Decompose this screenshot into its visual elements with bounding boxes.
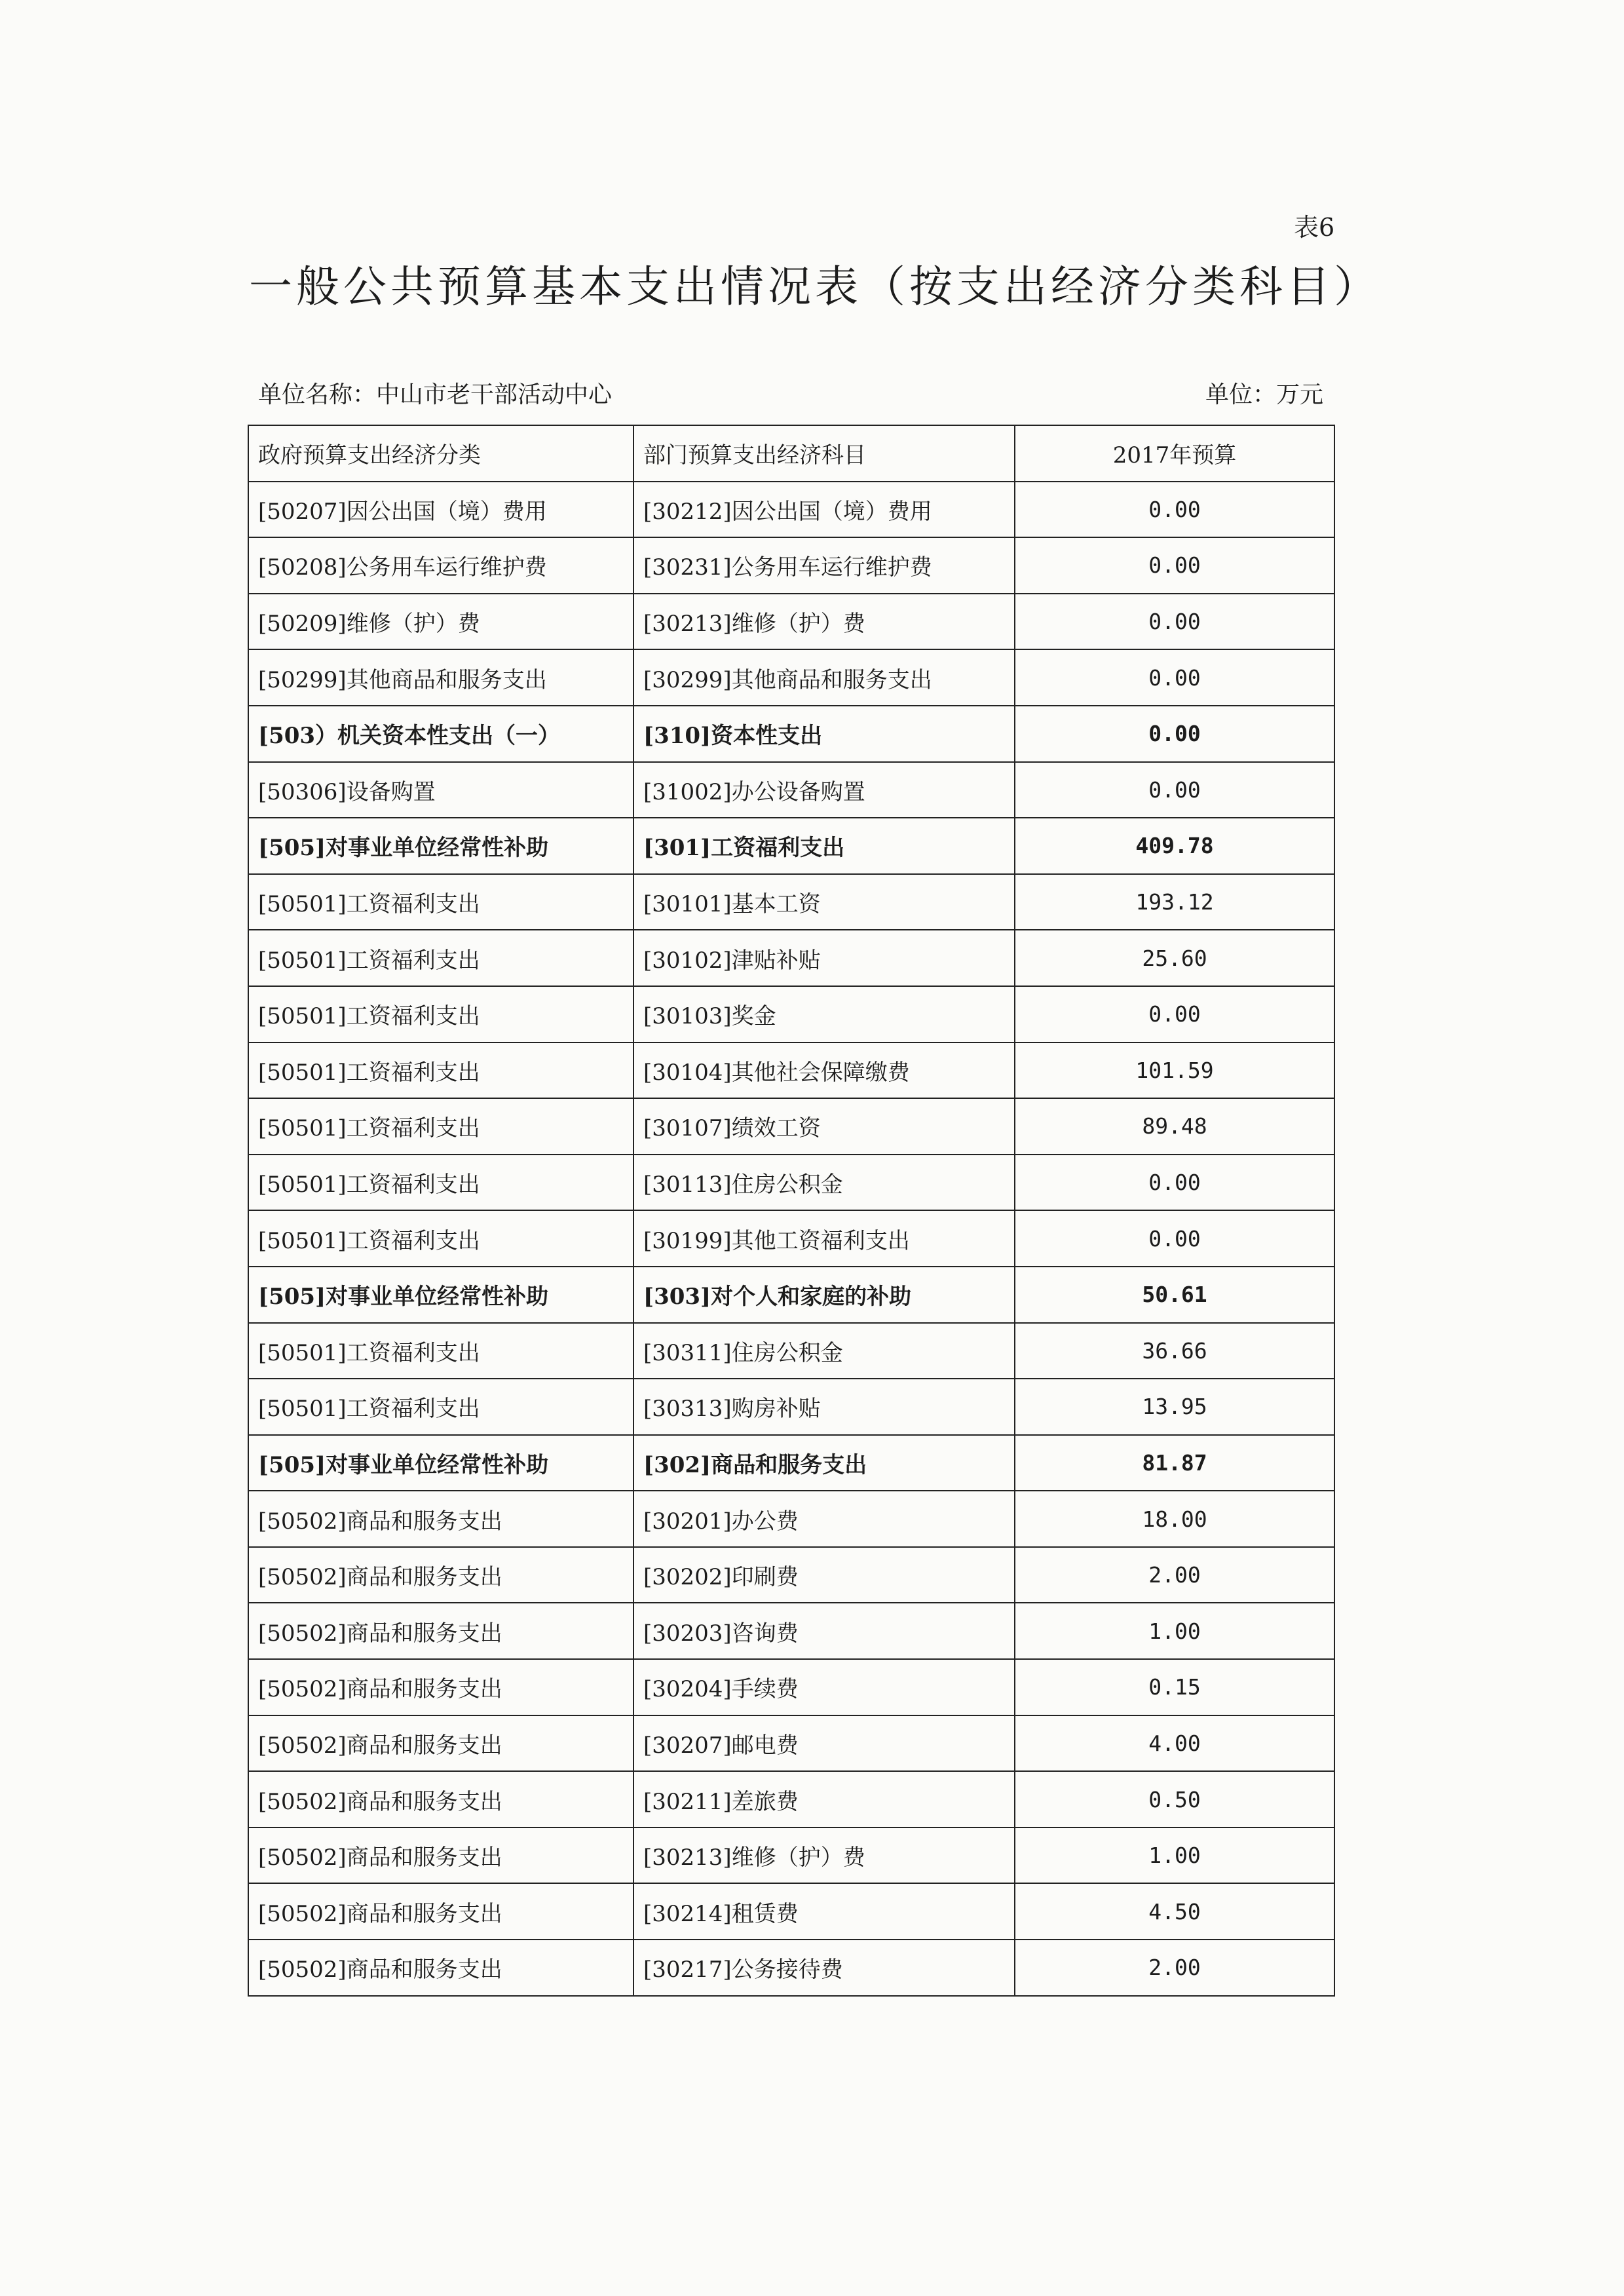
dept-subject-cell: [30313]购房补贴 xyxy=(633,1379,1015,1435)
budget-amount-cell: 81.87 xyxy=(1015,1435,1334,1491)
table-number: 表6 xyxy=(1294,213,1335,242)
gov-category-cell: [50207]因公出国（境）费用 xyxy=(248,482,633,538)
gov-category-cell: [50501]工资福利支出 xyxy=(248,1379,633,1435)
budget-amount-cell: 2.00 xyxy=(1015,1940,1334,1996)
table-row xyxy=(248,986,1334,1043)
dept-subject-cell: [30201]办公费 xyxy=(633,1491,1015,1547)
gov-category-cell: [50501]工资福利支出 xyxy=(248,986,633,1043)
budget-amount-cell: 4.00 xyxy=(1015,1715,1334,1772)
unit-name-label: 单位名称：中山市老干部活动中心 xyxy=(258,381,613,408)
budget-amount-cell: 1.00 xyxy=(1015,1827,1334,1884)
budget-amount-cell: 13.95 xyxy=(1015,1379,1334,1435)
dept-subject-cell: [30103]奖金 xyxy=(633,986,1015,1043)
gov-category-cell: [50501]工资福利支出 xyxy=(248,1210,633,1267)
table-row xyxy=(248,818,1334,874)
gov-category-cell: [50502]商品和服务支出 xyxy=(248,1659,633,1715)
budget-amount-cell: 50.61 xyxy=(1015,1267,1334,1323)
gov-category-cell: [50299]其他商品和服务支出 xyxy=(248,649,633,706)
budget-amount-cell: 0.00 xyxy=(1015,537,1334,594)
budget-amount-cell: 0.00 xyxy=(1015,1155,1334,1211)
table-row xyxy=(248,1603,1334,1659)
gov-category-cell: [50502]商品和服务支出 xyxy=(248,1715,633,1772)
dept-subject-cell: [302]商品和服务支出 xyxy=(633,1435,1015,1491)
budget-amount-cell: 0.00 xyxy=(1015,594,1334,650)
budget-amount-cell: 2.00 xyxy=(1015,1547,1334,1603)
table-row xyxy=(248,1379,1334,1435)
gov-category-cell: [50502]商品和服务支出 xyxy=(248,1603,633,1659)
gov-category-cell: [503）机关资本性支出（一） xyxy=(248,706,633,762)
table-row xyxy=(248,1940,1334,1996)
gov-category-cell: [50502]商品和服务支出 xyxy=(248,1883,633,1940)
dept-subject-cell: [310]资本性支出 xyxy=(633,706,1015,762)
table-row xyxy=(248,1547,1334,1603)
gov-category-cell: [505]对事业单位经常性补助 xyxy=(248,1435,633,1491)
dept-subject-cell: [30213]维修（护）费 xyxy=(633,1827,1015,1884)
table-row xyxy=(248,874,1334,930)
table-row xyxy=(248,1043,1334,1099)
dept-subject-cell: [30101]基本工资 xyxy=(633,874,1015,930)
table-row xyxy=(248,1098,1334,1155)
dept-subject-cell: [31002]办公设备购置 xyxy=(633,762,1015,818)
budget-amount-cell: 193.12 xyxy=(1015,874,1334,930)
budget-amount-cell: 0.00 xyxy=(1015,482,1334,538)
budget-amount-cell: 36.66 xyxy=(1015,1323,1334,1379)
table-row xyxy=(248,1659,1334,1715)
table-row xyxy=(248,1715,1334,1772)
dept-subject-cell: [30213]维修（护）费 xyxy=(633,594,1015,650)
dept-subject-cell: [30204]手续费 xyxy=(633,1659,1015,1715)
table-row xyxy=(248,1267,1334,1323)
budget-amount-cell: 4.50 xyxy=(1015,1883,1334,1940)
gov-category-cell: [50502]商品和服务支出 xyxy=(248,1827,633,1884)
gov-category-cell: [50501]工资福利支出 xyxy=(248,1155,633,1211)
budget-amount-cell: 0.00 xyxy=(1015,649,1334,706)
gov-category-cell: [505]对事业单位经常性补助 xyxy=(248,818,633,874)
dept-subject-cell: [30299]其他商品和服务支出 xyxy=(633,649,1015,706)
table-row xyxy=(248,1435,1334,1491)
gov-category-cell: [50501]工资福利支出 xyxy=(248,1098,633,1155)
gov-category-cell: [50501]工资福利支出 xyxy=(248,930,633,986)
dept-subject-cell: [30107]绩效工资 xyxy=(633,1098,1015,1155)
dept-subject-cell: [30207]邮电费 xyxy=(633,1715,1015,1772)
table-row xyxy=(248,482,1334,538)
dept-subject-cell: [30104]其他社会保障缴费 xyxy=(633,1043,1015,1099)
dept-subject-cell: [30203]咨询费 xyxy=(633,1603,1015,1659)
dept-subject-cell: [30212]因公出国（境）费用 xyxy=(633,482,1015,538)
budget-amount-cell: 25.60 xyxy=(1015,930,1334,986)
gov-category-cell: [50501]工资福利支出 xyxy=(248,1323,633,1379)
gov-category-cell: [50209]维修（护）费 xyxy=(248,594,633,650)
gov-category-cell: [50502]商品和服务支出 xyxy=(248,1491,633,1547)
dept-subject-cell: [30231]公务用车运行维护费 xyxy=(633,537,1015,594)
budget-amount-cell: 0.15 xyxy=(1015,1659,1334,1715)
dept-subject-cell: [30102]津贴补贴 xyxy=(633,930,1015,986)
header-budget-2017: 2017年预算 xyxy=(1015,425,1334,482)
table-row xyxy=(248,930,1334,986)
dept-subject-cell: [30214]租赁费 xyxy=(633,1883,1015,1940)
budget-amount-cell: 89.48 xyxy=(1015,1098,1334,1155)
gov-category-cell: [50208]公务用车运行维护费 xyxy=(248,537,633,594)
gov-category-cell: [50502]商品和服务支出 xyxy=(248,1940,633,1996)
table-row xyxy=(248,1883,1334,1940)
budget-amount-cell: 18.00 xyxy=(1015,1491,1334,1547)
dept-subject-cell: [301]工资福利支出 xyxy=(633,818,1015,874)
table-row xyxy=(248,594,1334,650)
table-row xyxy=(248,706,1334,762)
budget-amount-cell: 101.59 xyxy=(1015,1043,1334,1099)
budget-amount-cell: 409.78 xyxy=(1015,818,1334,874)
currency-unit-label: 单位：万元 xyxy=(1205,381,1324,408)
table-row xyxy=(248,649,1334,706)
budget-amount-cell: 0.00 xyxy=(1015,762,1334,818)
budget-amount-cell: 0.00 xyxy=(1015,1210,1334,1267)
budget-amount-cell: 0.50 xyxy=(1015,1771,1334,1827)
budget-table-body xyxy=(248,425,1334,1996)
table-row xyxy=(248,1827,1334,1884)
gov-category-cell: [50502]商品和服务支出 xyxy=(248,1547,633,1603)
table-row xyxy=(248,1155,1334,1211)
table-row xyxy=(248,762,1334,818)
dept-subject-cell: [30199]其他工资福利支出 xyxy=(633,1210,1015,1267)
table-row xyxy=(248,1771,1334,1827)
header-gov-category: 政府预算支出经济分类 xyxy=(248,425,633,482)
budget-amount-cell: 0.00 xyxy=(1015,706,1334,762)
header-dept-subject: 部门预算支出经济科目 xyxy=(633,425,1015,482)
table-row xyxy=(248,537,1334,594)
budget-table xyxy=(248,425,1335,1997)
dept-subject-cell: [30211]差旅费 xyxy=(633,1771,1015,1827)
gov-category-cell: [505]对事业单位经常性补助 xyxy=(248,1267,633,1323)
gov-category-cell: [50306]设备购置 xyxy=(248,762,633,818)
gov-category-cell: [50501]工资福利支出 xyxy=(248,1043,633,1099)
dept-subject-cell: [303]对个人和家庭的补助 xyxy=(633,1267,1015,1323)
gov-category-cell: [50502]商品和服务支出 xyxy=(248,1771,633,1827)
dept-subject-cell: [30202]印刷费 xyxy=(633,1547,1015,1603)
dept-subject-cell: [30217]公务接待费 xyxy=(633,1940,1015,1996)
gov-category-cell: [50501]工资福利支出 xyxy=(248,874,633,930)
dept-subject-cell: [30113]住房公积金 xyxy=(633,1155,1015,1211)
budget-amount-cell: 0.00 xyxy=(1015,986,1334,1043)
table-row xyxy=(248,1323,1334,1379)
table-row xyxy=(248,1491,1334,1547)
table-row xyxy=(248,1210,1334,1267)
dept-subject-cell: [30311]住房公积金 xyxy=(633,1323,1015,1379)
table-header-row xyxy=(248,425,1334,482)
page-title: 一般公共预算基本支出情况表（按支出经济分类科目） xyxy=(249,261,1381,312)
budget-amount-cell: 1.00 xyxy=(1015,1603,1334,1659)
